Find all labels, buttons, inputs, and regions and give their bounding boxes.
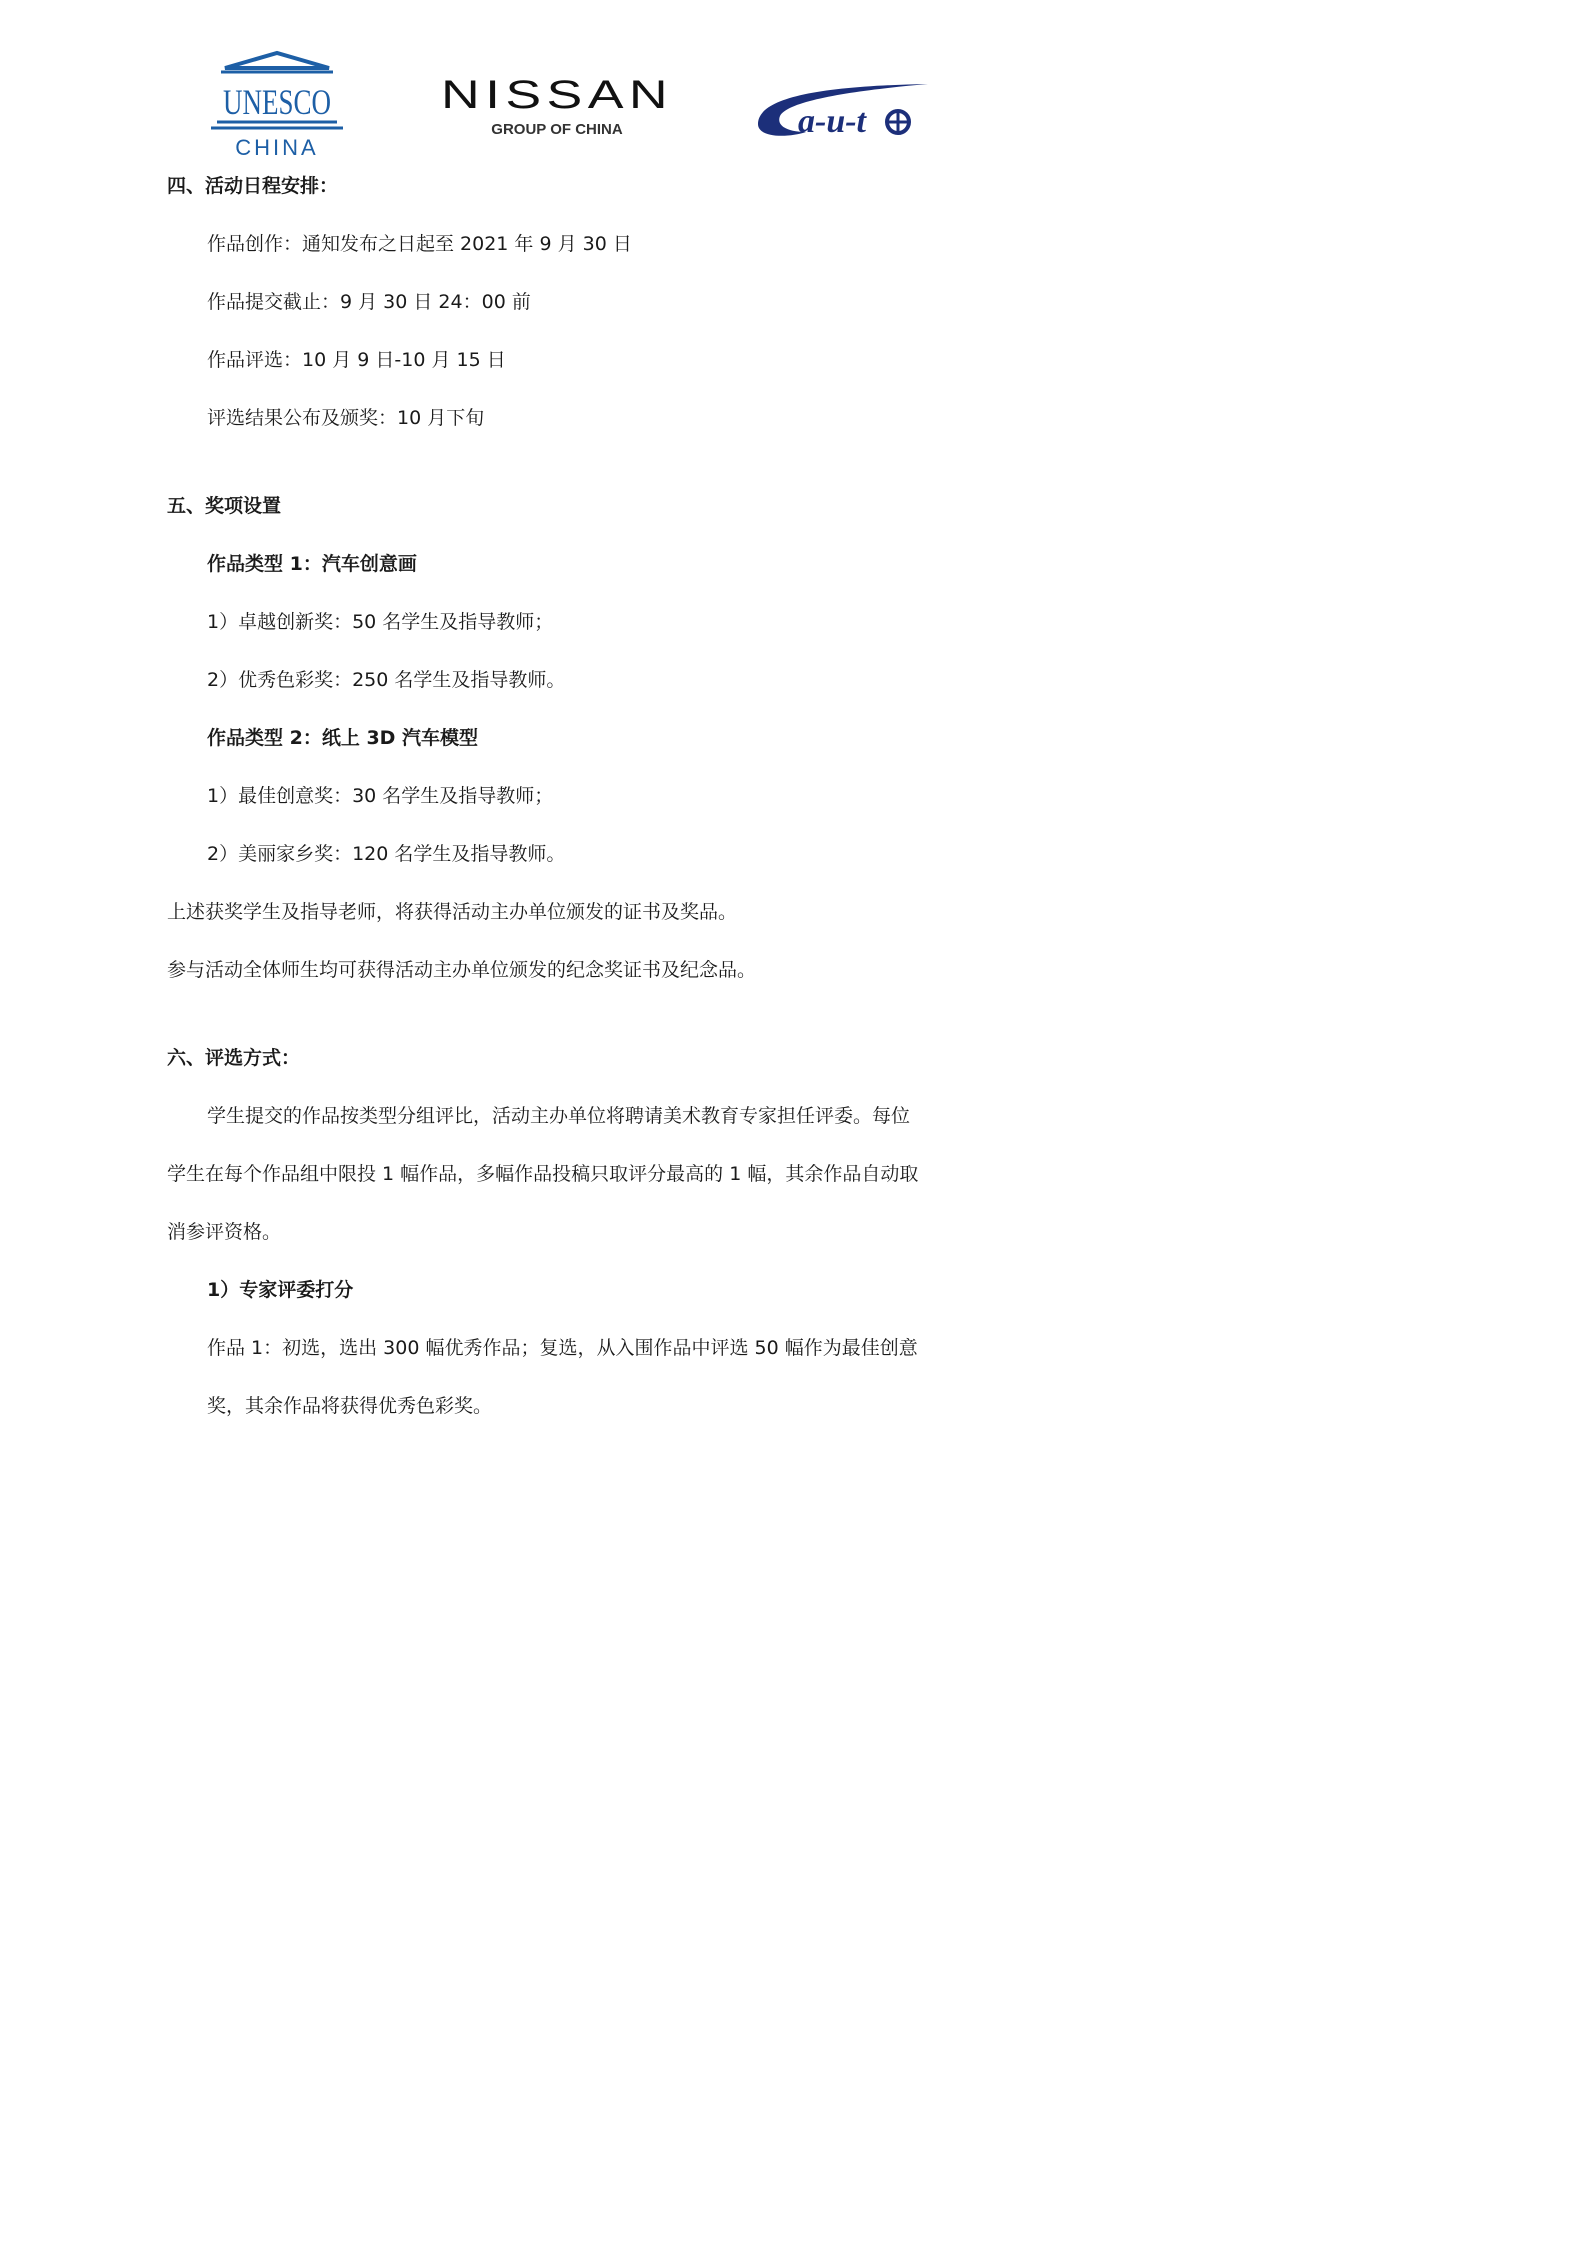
evaluation-paragraph-line: 消参评资格。 (167, 1221, 282, 1243)
expert-scoring-line: 奖，其余作品将获得优秀色彩奖。 (207, 1395, 493, 1417)
award-note: 参与活动全体师生均可获得活动主办单位颁发的纪念奖证书及纪念品。 (167, 959, 757, 981)
expert-scoring-line: 作品 1：初选，选出 300 幅优秀作品；复选，从入围作品中评选 50 幅作为最佳创意 (207, 1337, 918, 1359)
schedule-item: 评选结果公布及颁奖：10 月下旬 (207, 407, 485, 429)
nissan-logo-sub: GROUP OF CHINA (491, 121, 623, 138)
expert-scoring-title: 1）专家评委打分 (207, 1279, 354, 1301)
section5-heading: 五、奖项设置 (167, 495, 282, 517)
evaluation-paragraph-line: 学生提交的作品按类型分组评比，活动主办单位将聘请美术教育专家担任评委。每位 (207, 1105, 911, 1127)
award-item: 2）美丽家乡奖：120 名学生及指导教师。 (207, 843, 566, 865)
award-item: 2）优秀色彩奖：250 名学生及指导教师。 (207, 669, 566, 691)
schedule-item: 作品评选：10 月 9 日-10 月 15 日 (207, 349, 506, 371)
unesco-china-logo (205, 48, 350, 163)
award-type2-title: 作品类型 2：纸上 3D 汽车模型 (207, 727, 479, 749)
award-type1-title: 作品类型 1：汽车创意画 (207, 553, 417, 575)
unesco-logo-text: UNESCO (223, 82, 331, 122)
cauto-logo (748, 76, 933, 146)
schedule-item: 作品提交截止：9 月 30 日 24：00 前 (207, 291, 531, 313)
section4-heading: 四、活动日程安排： (167, 175, 339, 197)
nissan-group-logo (432, 72, 682, 142)
section6-heading: 六、评选方式： (167, 1047, 301, 1069)
unesco-logo-sub: CHINA (235, 135, 319, 160)
nissan-logo-text: NISSAN (441, 73, 673, 117)
evaluation-paragraph-line: 学生在每个作品组中限投 1 幅作品，多幅作品投稿只取评分最高的 1 幅，其余作品自动取 (167, 1163, 919, 1185)
award-note: 上述获奖学生及指导老师，将获得活动主办单位颁发的证书及奖品。 (167, 901, 738, 923)
schedule-item: 作品创作：通知发布之日起至 2021 年 9 月 30 日 (207, 233, 632, 255)
cauto-logo-text: a-u-t (798, 103, 866, 140)
award-item: 1）卓越创新奖：50 名学生及指导教师； (207, 611, 554, 633)
award-item: 1）最佳创意奖：30 名学生及指导教师； (207, 785, 554, 807)
